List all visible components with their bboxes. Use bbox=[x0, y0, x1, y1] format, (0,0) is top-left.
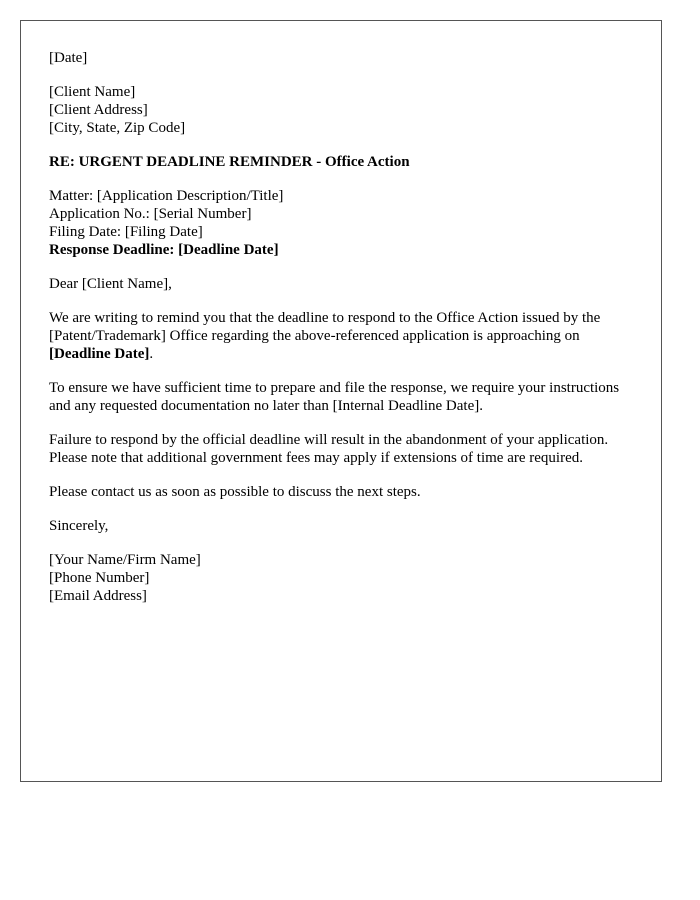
signature-block bbox=[49, 551, 633, 605]
signature-phone: [Phone Number] bbox=[49, 570, 150, 586]
letter-body bbox=[49, 49, 633, 621]
paragraph-reminder-part2: Office regarding the above-referenced application is approaching on bbox=[165, 328, 580, 344]
deadline-date-emphasis: [Deadline Date] bbox=[49, 346, 150, 362]
paragraph-instructions: To ensure we have sufficient time to prepare and file the response, we require your instructions and any requested documentation no later than [Internal Deadline Date]. bbox=[49, 380, 620, 414]
response-deadline-line: Response Deadline: [Deadline Date] bbox=[49, 242, 279, 258]
client-name: [Client Name] bbox=[49, 84, 136, 100]
paragraph-reminder-part3: . bbox=[149, 346, 154, 362]
paragraph-reminder-part1: We are writing to remind you that the deadline to respond to the Office Action issued by the bbox=[49, 310, 601, 326]
closing: Sincerely, bbox=[49, 518, 109, 534]
client-address-block bbox=[49, 83, 633, 137]
client-address: [Client Address] bbox=[49, 102, 148, 118]
paragraph-consequences: Failure to respond by the official deadline will result in the abandonment of your application. Please note that additional government fees may apply if extensions of time are required. bbox=[49, 432, 609, 466]
signature-email: [Email Address] bbox=[49, 588, 147, 604]
salutation: Dear [Client Name], bbox=[49, 276, 172, 292]
paragraph-contact: Please contact us as soon as possible to discuss the next steps. bbox=[49, 484, 421, 500]
paragraph-reminder bbox=[49, 309, 633, 363]
filing-date-line: Filing Date: [Filing Date] bbox=[49, 224, 203, 240]
client-city-state-zip: [City, State, Zip Code] bbox=[49, 120, 186, 136]
application-number-line: Application No.: [Serial Number] bbox=[49, 206, 252, 222]
office-type: [Patent/Trademark] bbox=[49, 328, 166, 344]
letter-date: [Date] bbox=[49, 50, 88, 66]
signature-name-firm: [Your Name/Firm Name] bbox=[49, 552, 201, 568]
matter-line: Matter: [Application Description/Title] bbox=[49, 188, 284, 204]
subject-line: RE: URGENT DEADLINE REMINDER - Office Action bbox=[49, 154, 410, 170]
letter-page bbox=[20, 20, 662, 782]
matter-details-block bbox=[49, 187, 633, 259]
date-block bbox=[49, 49, 633, 67]
